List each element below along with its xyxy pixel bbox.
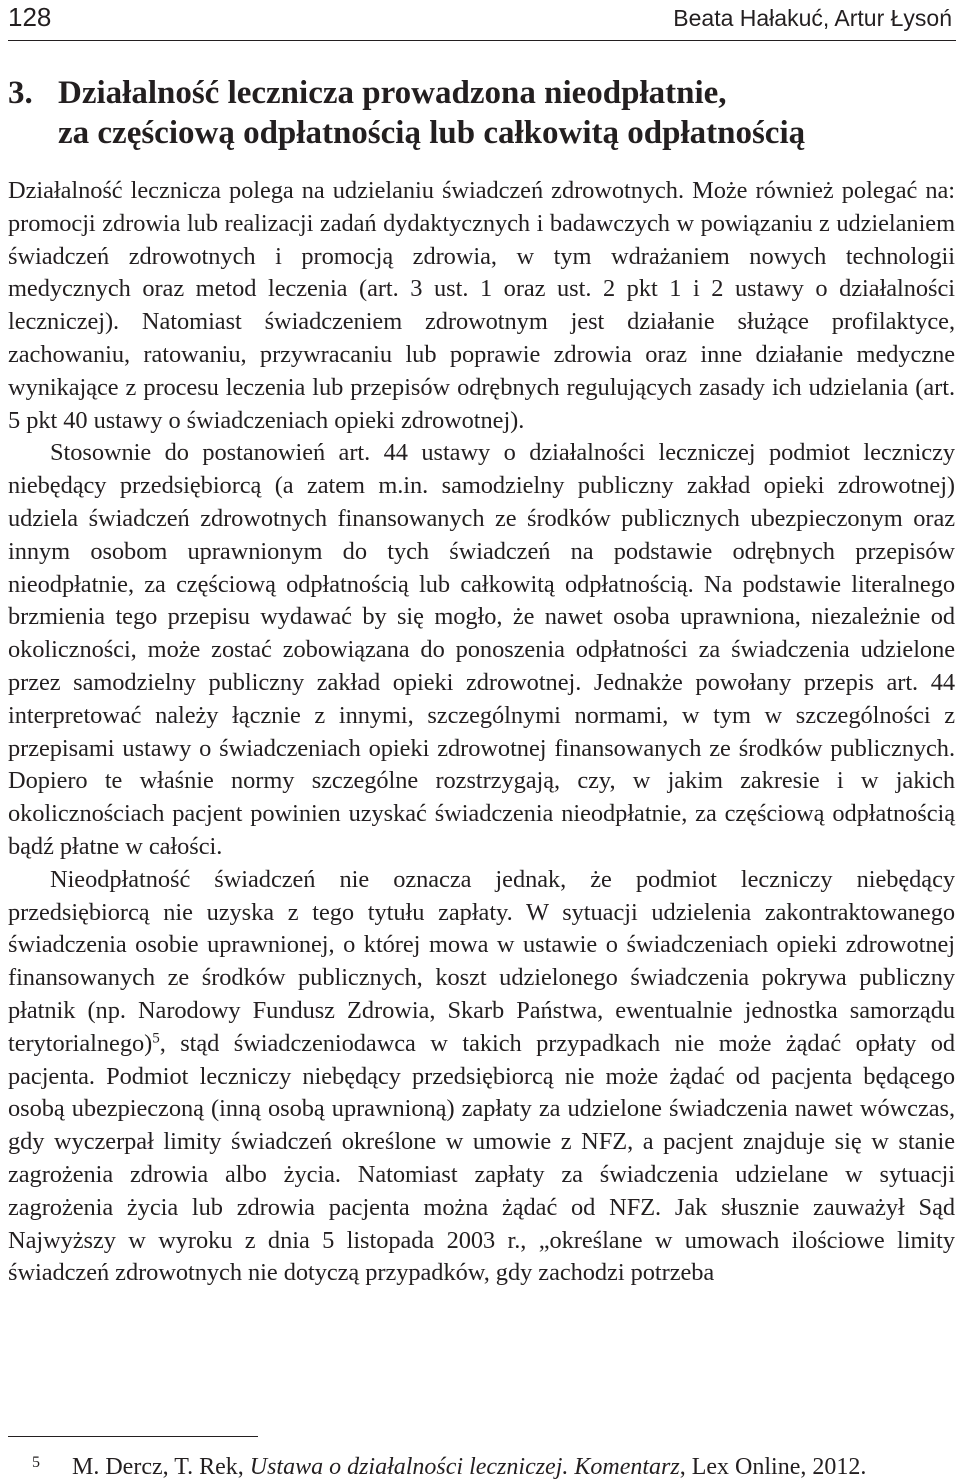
footnote-rule [8, 1436, 258, 1437]
paragraph-2: Stosownie do postanowień art. 44 ustawy o działalności leczniczej podmiot leczniczy niebędący przedsiębiorcą (a zatem m.in. samodzielny publiczny zakład opieki zdrowotnej) udziela świadczeń zdrowotnych finansowanych ze środków publicznych ubezpieczonym oraz innym osobom uprawnionym do tych świadczeń na podstawie odrębnych przepisów nieodpłatnie, za częściową odpłatnością lub całkowitą odpłatnością. Na podstawie literalnego brzmienia tego przepisu wydawać by się mogło, że nawet osoba uprawniona, niezależnie od okoliczności, może zostać zobowiązana do ponoszenia odpłatności za świadczenia udzielone przez samodzielny publiczny zakład opieki zdrowotnej. Jednakże powołany przepis art. 44 interpretować należy łącznie z innymi, szczególnymi normami, w tym w szczególności z przepisami ustawy o świadczeniach opieki zdrowotnej finansowanych ze środków publicznych. Dopiero te właśnie normy szczególne rozstrzygają, czy, w jakim zakresie i w jakich okolicznościach pacjent powinien uzyskać świadczenia nieodpłatnie, za częściową odpłatnością bądź płatne w całości. [8, 439, 955, 860]
footnote-reference[interactable]: 5 [152, 1030, 160, 1047]
section-number: 3. [8, 75, 33, 111]
footnote [32, 1452, 936, 1482]
paragraph-1: Działalność lecznicza polega na udzielaniu świadczeń zdrowotnych. Może również polegać na: promocji zdrowia lub realizacji zadań dydaktycznych i badawczych w powiązaniu z udzielaniem świadczeń zdrowotnych i promocją zdrowia, w tym wdrażaniem nowych technologii medycznych oraz metod leczenia (art. 3 ust. 1 oraz ust. 2 pkt 1 i 2 ustawy o działalności leczniczej). Natomiast świadczeniem zdrowotnym jest działanie służące profilaktyce, zachowaniu, ratowaniu, przywracaniu lub poprawie zdrowia oraz inne działanie medyczne wynikające z procesu leczenia lub przepisów odrębnych regulujących zasady ich udzielania (art. 5 pkt 40 ustawy o świadczeniach opieki zdrowotnej). [8, 177, 955, 434]
paragraph-3 [8, 864, 955, 1290]
paragraph-3-text-b: , stąd świadczeniodawca w takich przypadkach nie może żądać opłaty od pacjenta. Podmiot leczniczy niebędący przedsiębiorcą nie może żądać od pacjenta będącego osobą ubezpieczoną (inną osobą uprawnioną) zapłaty za udzielone świadczenia nawet wówczas, gdy wyczerpał limity świadczeń określone w umowie z NFZ, a pacjent znajduje się w stanie zagrożenia zdrowia albo życia. Natomiast zapłaty za świadczenia udzielane w sytuacji zagrożenia życia lub zdrowia pacjenta można żądać od NFZ. Jak słusznie zauważył Sąd Najwyższy w wyroku z dnia 5 listopada 2003 r., „określane w umowach ilościowe limity świadczeń zdrowotnych nie dotyczą przypadków, gdy zachodzi potrzeba [8, 1029, 955, 1287]
footnote-title: Ustawa o działalności leczniczej. Komentarz [249, 1454, 680, 1480]
footnote-mark: 5 [32, 1454, 40, 1471]
footnote-text [36, 1454, 866, 1480]
footnote-source: , Lex Online, 2012. [679, 1454, 867, 1480]
paragraph-3-text-a: Nieodpłatność świadczeń nie oznacza jednak, że podmiot leczniczy niebędący przedsiębiorcą nie uzyska z tego tytułu zapłaty. W sytuacji udzielenia zakontraktowanego świadczenia osobie uprawnionej, o której mowa w ustawie o świadczeniach opieki zdrowotnej finansowanych ze środków publicznych, koszt udzielonego świadczenia pokrywa publiczny płatnik (np. Narodowy Fundusz Zdrowia, Skarb Państwa, ewentualnie jednostka samorządu terytorialnego) [8, 865, 955, 1057]
body-text [8, 175, 955, 1290]
running-head-authors: Beata Hałakuć, Artur Łysoń [673, 5, 952, 31]
section-title-line-2: za częściową odpłatnością lub całkowitą odpłatnością [58, 115, 806, 151]
section-title [8, 73, 908, 153]
footnote-authors: M. Dercz, T. Rek, [72, 1454, 250, 1480]
header-rule [8, 40, 956, 41]
page-number: 128 [8, 2, 52, 32]
section-title-line-1: Działalność lecznicza prowadzona nieodpłatnie, [58, 75, 727, 111]
